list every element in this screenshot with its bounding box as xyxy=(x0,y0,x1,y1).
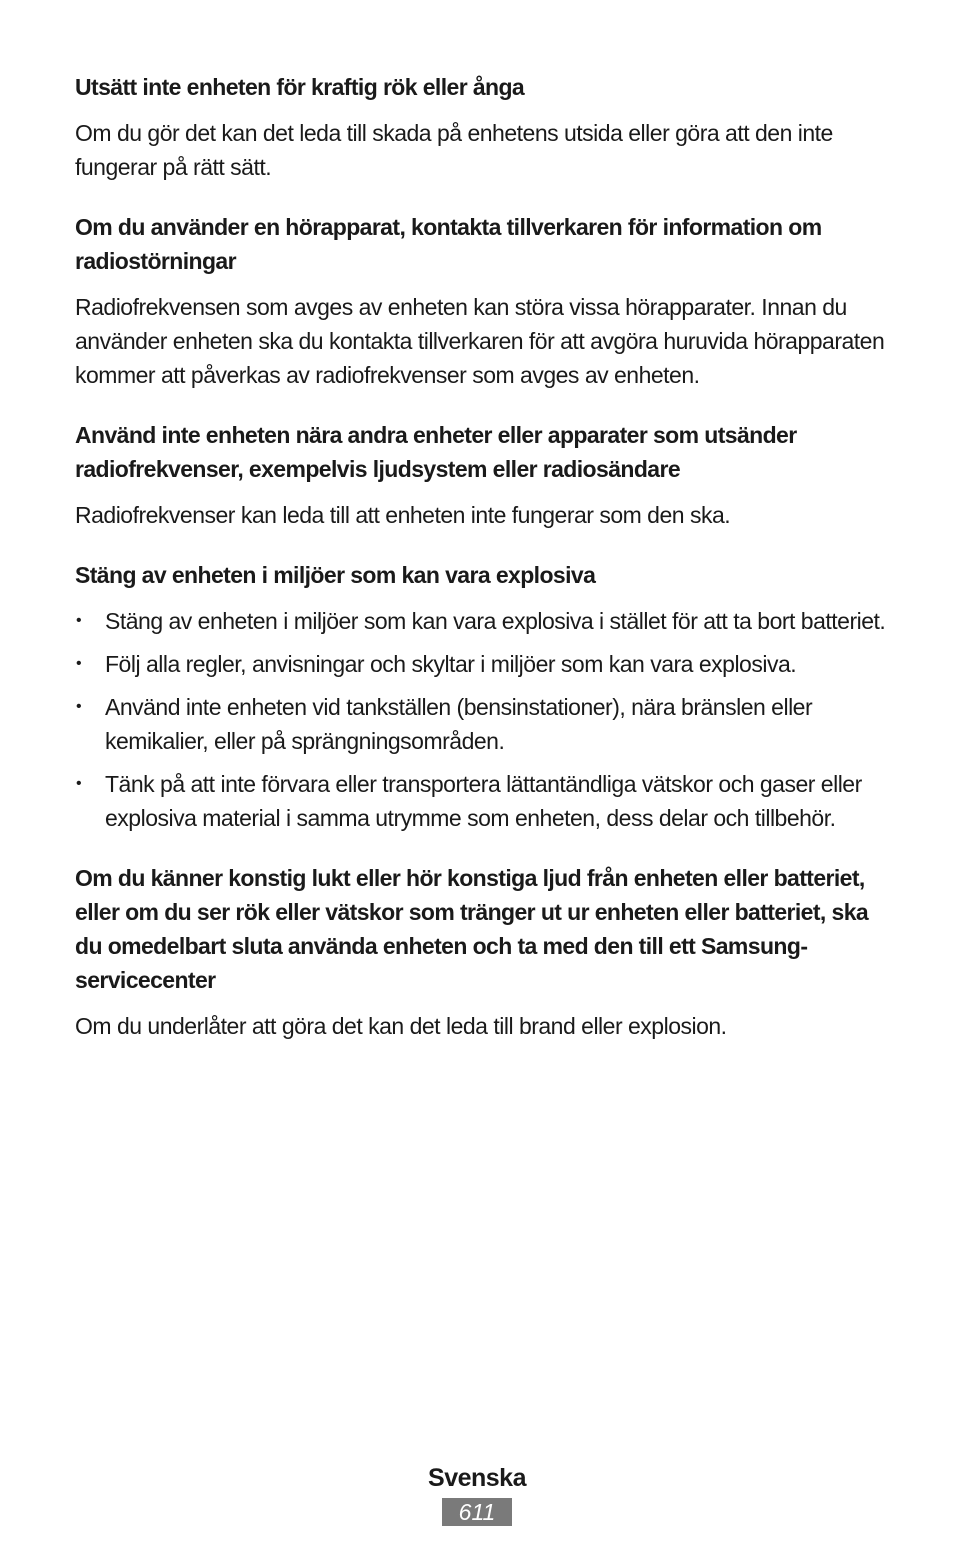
bullet-icon: • xyxy=(76,655,82,672)
section-paragraph: Radiofrekvenser kan leda till att enheten inte fungerar som den ska. xyxy=(75,502,731,528)
list-item xyxy=(75,767,890,835)
list-item-text: Stäng av enheten i miljöer som kan vara explosiva i stället för att ta bort batteriet. xyxy=(105,608,886,634)
section-heading: Stäng av enheten i miljöer som kan vara explosiva xyxy=(75,562,596,588)
section-hearing-aid xyxy=(75,210,890,392)
list-item-text: Använd inte enheten vid tankställen (bensinstationer), nära bränslen eller kemikalier, eller på sprängningsområden. xyxy=(105,694,813,754)
page-number: 611 xyxy=(442,1498,512,1526)
section-smoke-steam xyxy=(75,70,890,184)
list-item xyxy=(75,647,890,681)
section-smell-sound-warning xyxy=(75,861,890,1043)
bullet-icon: • xyxy=(76,612,82,629)
document-body xyxy=(75,70,890,1069)
section-heading: Utsätt inte enheten för kraftig rök eller ånga xyxy=(75,74,525,100)
bullet-icon: • xyxy=(76,698,82,715)
list-item-text: Tänk på att inte förvara eller transportera lättantändliga vätskor och gaser eller explosiva material i samma utrymme som enheten, dess delar och tillbehör. xyxy=(105,771,862,831)
section-heading: Om du känner konstig lukt eller hör konstiga ljud från enheten eller batteriet, eller om du ser rök eller vätskor som tränger ut ur enheten eller batteriet, ska du omedelbart sluta använda enheten och ta med den till ett Samsung-servicecenter xyxy=(75,865,869,993)
section-radio-devices xyxy=(75,418,890,532)
section-paragraph: Om du underlåter att göra det kan det leda till brand eller explosion. xyxy=(75,1013,727,1039)
section-paragraph: Radiofrekvensen som avges av enheten kan störa vissa hörapparater. Innan du använder enheten ska du kontakta tillverkaren för att avgöra huruvida hörapparaten kommer att påverkas av radiofrekvenser som avges av enheten. xyxy=(75,294,885,388)
bullet-list xyxy=(75,604,890,835)
bullet-icon: • xyxy=(76,775,82,792)
section-heading: Om du använder en hörapparat, kontakta tillverkaren för information om radiostörningar xyxy=(75,214,822,274)
section-heading: Använd inte enheten nära andra enheter eller apparater som utsänder radiofrekvenser, exempelvis ljudsystem eller radiosändare xyxy=(75,422,797,482)
section-explosive-environments xyxy=(75,558,890,835)
list-item xyxy=(75,690,890,758)
language-label: Svenska xyxy=(428,1464,526,1492)
list-item-text: Följ alla regler, anvisningar och skyltar i miljöer som kan vara explosiva. xyxy=(105,651,797,677)
page-footer xyxy=(0,1460,954,1526)
section-paragraph: Om du gör det kan det leda till skada på enhetens utsida eller göra att den inte fungerar på rätt sätt. xyxy=(75,120,833,180)
list-item xyxy=(75,604,890,638)
